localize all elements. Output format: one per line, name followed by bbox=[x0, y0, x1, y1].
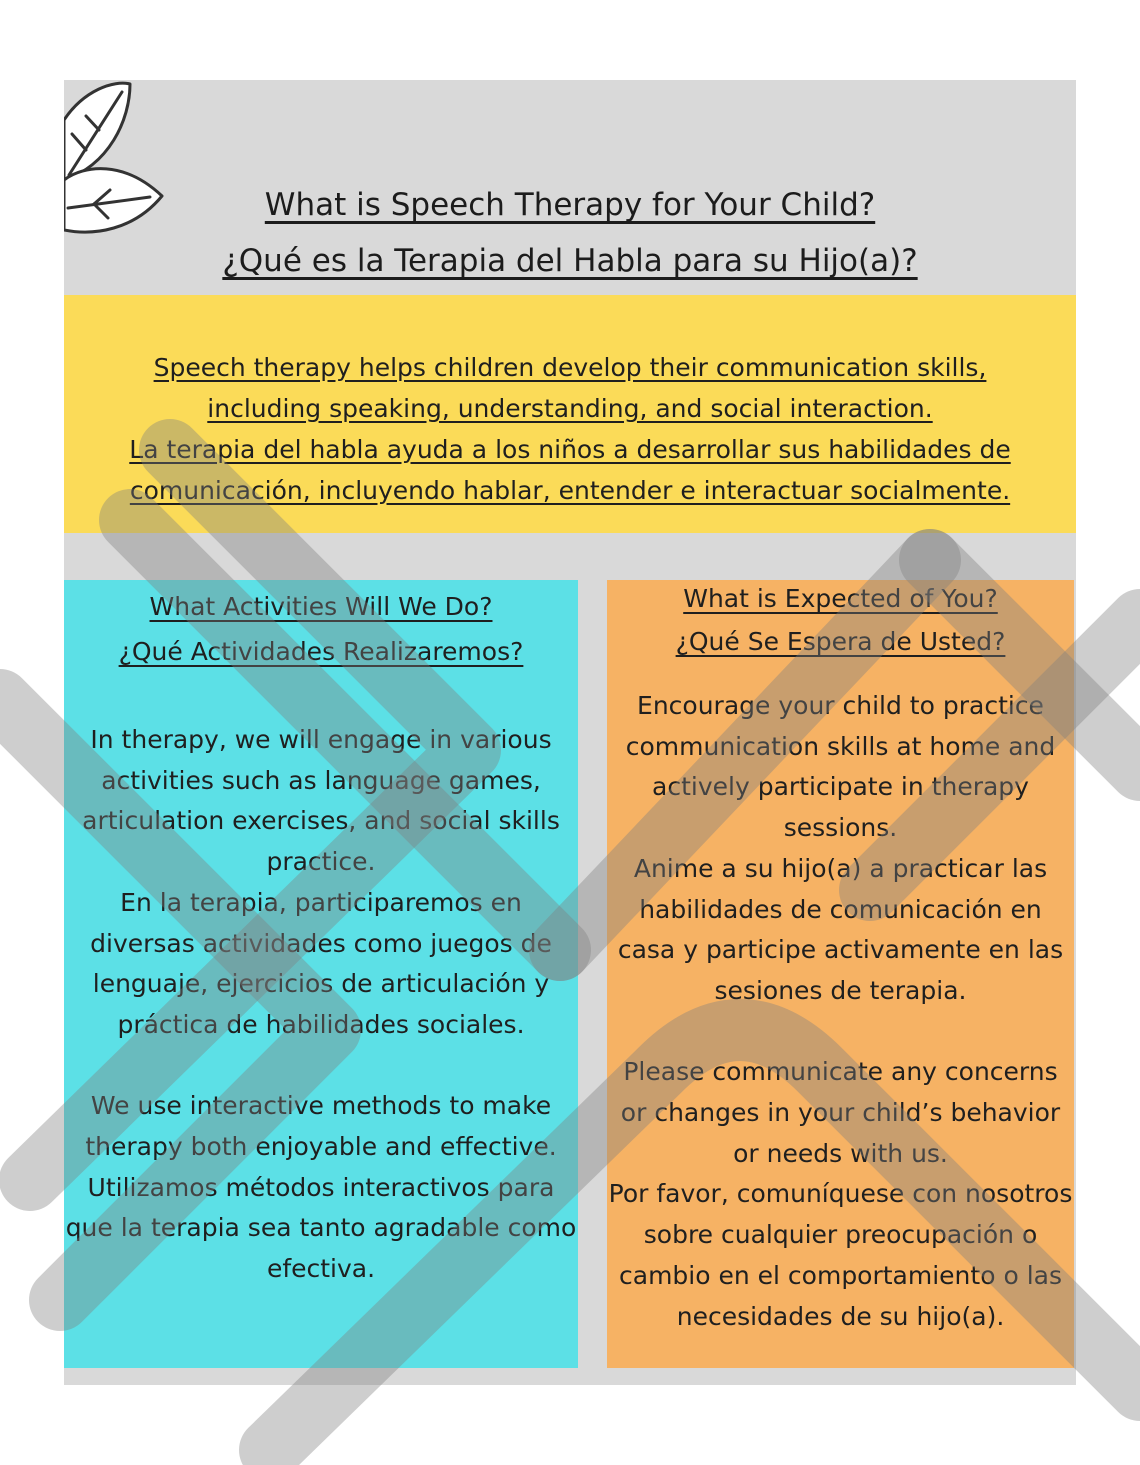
intro-line: including speaking, understanding, and social interaction. bbox=[207, 394, 933, 423]
expectations-heading-spanish: ¿Qué Se Espera de Usted? bbox=[675, 627, 1006, 656]
activities-heading-english: What Activities Will We Do? bbox=[149, 592, 493, 621]
activities-body bbox=[64, 720, 578, 1290]
activities-paragraph: En la terapia, participaremos en diversas actividades como juegos de lenguaje, ejercicios de articulación y práctica de habilidades sociales. bbox=[90, 887, 552, 1039]
expectations-paragraph: Please communicate any concerns or changes in your child’s behavior or needs with us. bbox=[620, 1057, 1061, 1168]
intro-line: La terapia del habla ayuda a los niños a desarrollar sus habilidades de bbox=[129, 435, 1011, 464]
activities-paragraph: In therapy, we will engage in various activities such as language games, articulation exercises, and social skills practice. bbox=[82, 725, 560, 877]
expectations-paragraph: Anime a su hijo(a) a practicar las habilidades de comunicación en casa y participe activamente en las sesiones de terapia. bbox=[617, 853, 1064, 1005]
activities-panel bbox=[64, 580, 578, 1368]
intro-panel bbox=[64, 295, 1076, 533]
activities-paragraph: Utilizamos métodos interactivos para que la terapia sea tanto agradable como efectiva. bbox=[65, 1172, 577, 1284]
activities-paragraph: We use interactive methods to make therapy both enjoyable and effective. bbox=[85, 1091, 557, 1162]
expectations-paragraph: Por favor, comuníquese con nosotros sobre cualquier preocupación o cambio en el comportamiento o las necesidades de su hijo(a). bbox=[608, 1179, 1073, 1331]
expectations-panel bbox=[607, 580, 1074, 1368]
leaf-icon bbox=[64, 80, 174, 250]
title-spanish: ¿Qué es la Terapia del Habla para su Hijo(a)? bbox=[222, 243, 918, 279]
expectations-heading-english: What is Expected of You? bbox=[683, 584, 998, 613]
activities-heading-spanish: ¿Qué Actividades Realizaremos? bbox=[118, 637, 524, 666]
expectations-body bbox=[607, 686, 1074, 1337]
intro-text bbox=[64, 347, 1076, 511]
intro-line: comunicación, incluyendo hablar, entender e interactuar socialmente. bbox=[129, 476, 1011, 505]
expectations-paragraph: Encourage your child to practice communication skills at home and actively participate in therapy sessions. bbox=[625, 691, 1056, 843]
intro-line: Speech therapy helps children develop their communication skills, bbox=[153, 353, 987, 382]
title-english: What is Speech Therapy for Your Child? bbox=[264, 187, 876, 223]
flyer-sheet bbox=[64, 80, 1076, 1385]
